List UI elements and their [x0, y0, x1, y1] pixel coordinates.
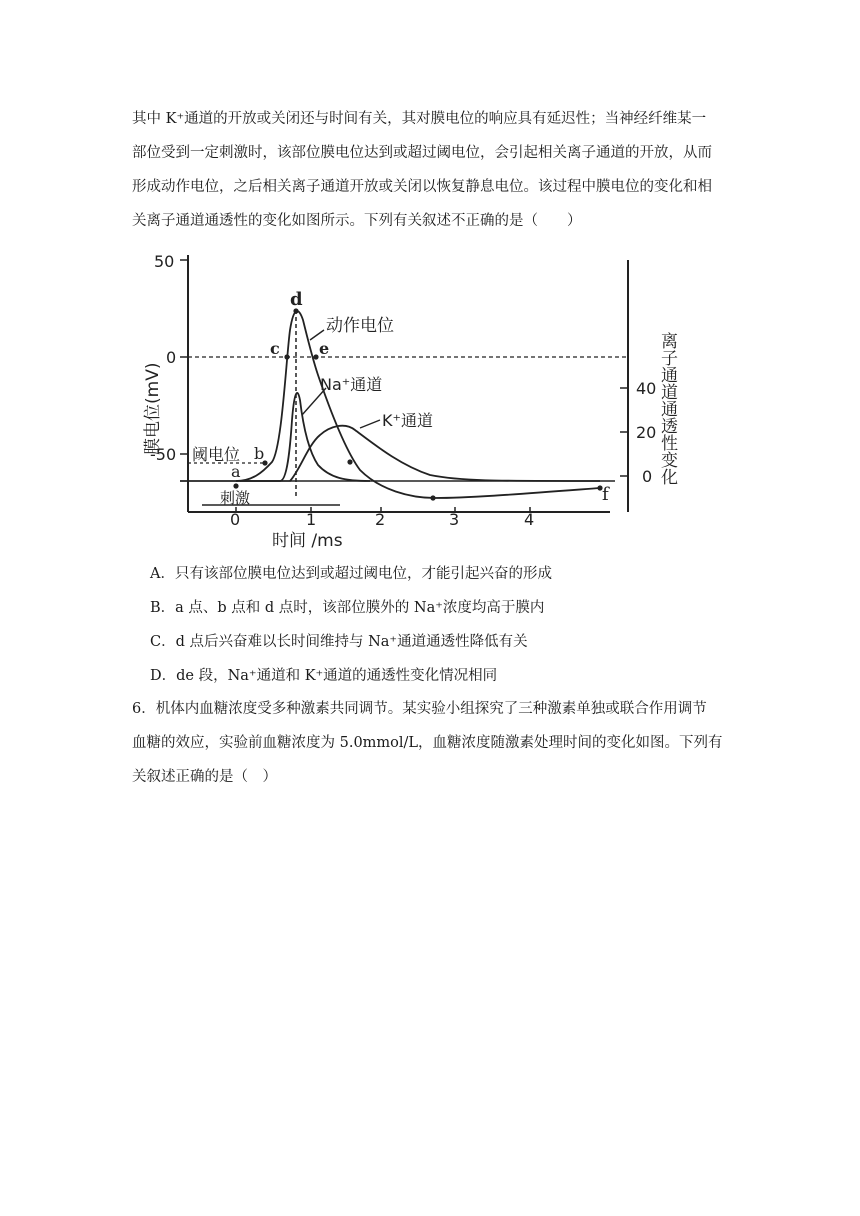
point-label-f: f — [602, 484, 609, 505]
stimulus-label: 刺激 — [220, 489, 251, 507]
x-tick-label: 2 — [375, 510, 386, 529]
action-potential-figure — [140, 250, 700, 550]
point-label-b: b — [254, 444, 265, 463]
y-tick-label: -50 — [150, 445, 177, 464]
point-label-e: e — [319, 339, 330, 358]
y2-tick-label: 40 — [636, 379, 657, 398]
x-tick-label: 0 — [230, 510, 241, 529]
y2-tick-label: 20 — [636, 423, 657, 442]
action-potential-chart — [140, 250, 700, 550]
stem-line: 6．机体内血糖浓度受多种激素共同调节。某实验小组探究了三种激素单独或联合作用调节 — [132, 701, 707, 717]
stem-line: 关叙述正确的是（ ） — [132, 769, 277, 785]
point-a-marker — [233, 483, 238, 488]
point-mark — [347, 459, 352, 464]
action-potential-curve — [180, 311, 600, 498]
option-a[interactable]: A．只有该部位膜电位达到或超过阈电位，才能引起兴奋的形成 — [150, 566, 552, 582]
stem-line: 关离子通道通透性的变化如图所示。下列有关叙述不正确的是（ ） — [132, 213, 582, 229]
option-b[interactable]: B．a 点、b 点和 d 点时，该部位膜外的 Na⁺浓度均高于膜内 — [150, 600, 545, 616]
point-label-c: c — [270, 339, 280, 358]
y-tick-label: 50 — [154, 252, 175, 271]
x-tick-label: 1 — [306, 510, 317, 529]
point-mark — [430, 495, 435, 500]
threshold-label: 阈电位 — [192, 445, 241, 464]
option-d[interactable]: D．de 段，Na⁺通道和 K⁺通道的通透性变化情况相同 — [150, 668, 498, 684]
y-axis-title: 膜电位(mV) — [143, 362, 163, 455]
stem-line: 部位受到一定刺激时，该部位膜电位达到或超过阈电位，会引起相关离子通道的开放，从而 — [132, 145, 712, 161]
point-e-marker — [313, 354, 318, 359]
y2-axis-title: 离子通道通透性变化 — [657, 332, 677, 485]
stem-line: 其中 K⁺通道的开放或关闭还与时间有关，其对膜电位的响应具有延迟性；当神经纤维某一 — [132, 111, 707, 127]
x-axis-title: 时间 /ms — [272, 531, 343, 550]
option-c[interactable]: C．d 点后兴奋难以长时间维持与 Na⁺通道通透性降低有关 — [150, 634, 528, 650]
series-label-action-potential: 动作电位 — [326, 316, 394, 336]
na-channel-curve — [236, 393, 370, 481]
answer-options — [150, 557, 552, 693]
point-label-d: d — [290, 289, 303, 310]
y2-tick-label: 0 — [642, 467, 653, 486]
point-c-marker — [284, 354, 289, 359]
y-tick-label: 0 — [166, 348, 177, 367]
k-channel-curve — [240, 426, 600, 481]
question-5-stem — [132, 102, 732, 238]
x-tick-label: 4 — [524, 510, 535, 529]
question-6-stem — [132, 692, 732, 794]
stem-line: 形成动作电位，之后相关离子通道开放或关闭以恢复静息电位。该过程中膜电位的变化和相 — [132, 179, 712, 195]
series-label-k-channel: K⁺通道 — [382, 411, 433, 430]
point-label-a: a — [231, 462, 241, 481]
x-tick-label: 3 — [449, 510, 460, 529]
stem-line: 血糖的效应，实验前血糖浓度为 5.0mmol/L，血糖浓度随激素处理时间的变化如图。下列有 — [132, 735, 723, 751]
series-label-na-channel: Na⁺通道 — [320, 375, 383, 394]
